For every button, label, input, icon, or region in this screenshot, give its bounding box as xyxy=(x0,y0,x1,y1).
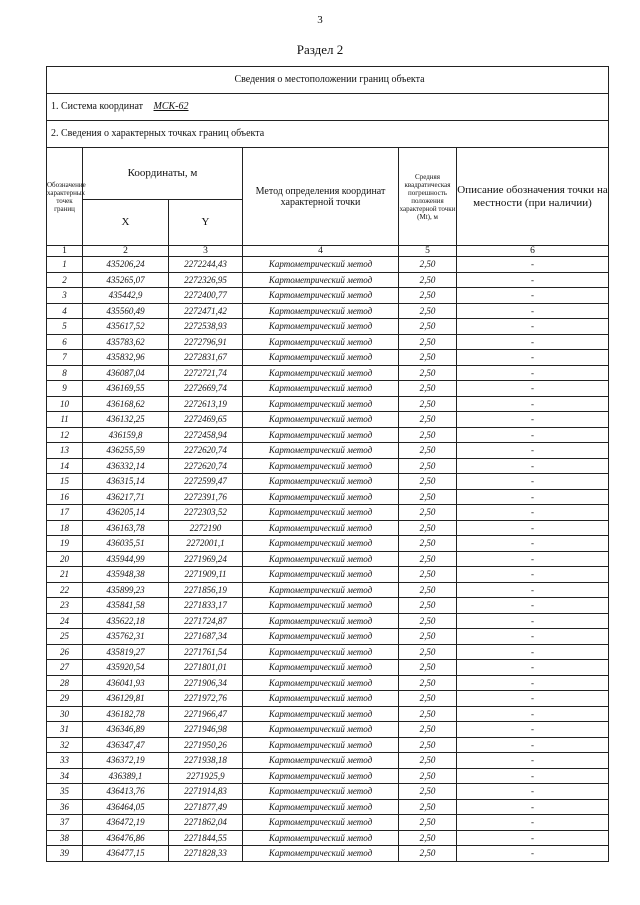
column-numbers-row xyxy=(47,246,609,257)
accuracy-cell: 2,50 xyxy=(399,474,457,490)
accuracy-cell: 2,50 xyxy=(399,753,457,769)
table-row xyxy=(47,381,609,397)
coord-y-cell: 2271914,83 xyxy=(169,784,243,800)
table-row xyxy=(47,815,609,831)
table-row xyxy=(47,319,609,335)
table-row xyxy=(47,737,609,753)
table-row xyxy=(47,691,609,707)
table-row xyxy=(47,536,609,552)
coord-x-cell: 436205,14 xyxy=(83,505,169,521)
point-number-cell: 37 xyxy=(47,815,83,831)
coord-y-cell: 2272620,74 xyxy=(169,443,243,459)
accuracy-cell: 2,50 xyxy=(399,396,457,412)
coord-x-cell: 435841,58 xyxy=(83,598,169,614)
table-row xyxy=(47,458,609,474)
coord-x-cell: 436389,1 xyxy=(83,768,169,784)
method-cell: Картометрический метод xyxy=(243,396,399,412)
table-row xyxy=(47,784,609,800)
accuracy-cell: 2,50 xyxy=(399,520,457,536)
method-cell: Картометрический метод xyxy=(243,319,399,335)
coord-y-cell: 2272001,1 xyxy=(169,536,243,552)
description-cell: - xyxy=(457,536,609,552)
description-cell: - xyxy=(457,272,609,288)
header-point-designation: Обозначение характерных точек границ xyxy=(47,148,83,246)
description-cell: - xyxy=(457,288,609,304)
method-cell: Картометрический метод xyxy=(243,737,399,753)
header-description: Описание обозначения точки на местности (при наличии) xyxy=(457,148,609,246)
method-cell: Картометрический метод xyxy=(243,551,399,567)
coord-y-cell: 2271801,01 xyxy=(169,660,243,676)
coord-y-cell: 2272538,93 xyxy=(169,319,243,335)
table-row xyxy=(47,722,609,738)
coord-x-cell: 436035,51 xyxy=(83,536,169,552)
point-number-cell: 24 xyxy=(47,613,83,629)
table-row xyxy=(47,303,609,319)
coord-x-cell: 435762,31 xyxy=(83,629,169,645)
method-cell: Картометрический метод xyxy=(243,768,399,784)
table-row xyxy=(47,582,609,598)
accuracy-cell: 2,50 xyxy=(399,737,457,753)
point-number-cell: 3 xyxy=(47,288,83,304)
method-cell: Картометрический метод xyxy=(243,629,399,645)
coord-x-cell: 435783,62 xyxy=(83,334,169,350)
point-number-cell: 29 xyxy=(47,691,83,707)
coord-system-label: 1. Система координат xyxy=(51,101,144,112)
table-row xyxy=(47,799,609,815)
point-number-cell: 17 xyxy=(47,505,83,521)
coord-y-cell: 2272613,19 xyxy=(169,396,243,412)
method-cell: Картометрический метод xyxy=(243,350,399,366)
description-cell: - xyxy=(457,381,609,397)
point-number-cell: 35 xyxy=(47,784,83,800)
table-row xyxy=(47,551,609,567)
method-cell: Картометрический метод xyxy=(243,536,399,552)
coord-x-cell: 435819,27 xyxy=(83,644,169,660)
method-cell: Картометрический метод xyxy=(243,381,399,397)
coord-y-cell: 2272244,43 xyxy=(169,257,243,273)
coord-y-cell: 2272400,77 xyxy=(169,288,243,304)
header-x: X xyxy=(83,200,169,246)
coord-x-cell: 436477,15 xyxy=(83,846,169,862)
table-row xyxy=(47,567,609,583)
point-number-cell: 23 xyxy=(47,598,83,614)
accuracy-cell: 2,50 xyxy=(399,319,457,335)
description-cell: - xyxy=(457,629,609,645)
method-cell: Картометрический метод xyxy=(243,722,399,738)
coord-y-cell: 2272471,42 xyxy=(169,303,243,319)
method-cell: Картометрический метод xyxy=(243,644,399,660)
coord-x-cell: 436163,78 xyxy=(83,520,169,536)
point-number-cell: 7 xyxy=(47,350,83,366)
description-cell: - xyxy=(457,722,609,738)
coord-x-cell: 435920,54 xyxy=(83,660,169,676)
coord-x-cell: 436472,19 xyxy=(83,815,169,831)
point-number-cell: 32 xyxy=(47,737,83,753)
header-method: Метод определения координат характерной точки xyxy=(243,148,399,246)
method-cell: Картометрический метод xyxy=(243,412,399,428)
description-cell: - xyxy=(457,567,609,583)
description-cell: - xyxy=(457,551,609,567)
description-cell: - xyxy=(457,520,609,536)
accuracy-cell: 2,50 xyxy=(399,706,457,722)
coord-y-cell: 2272721,74 xyxy=(169,365,243,381)
table-row xyxy=(47,846,609,862)
coord-y-cell: 2271969,24 xyxy=(169,551,243,567)
table-row xyxy=(47,598,609,614)
accuracy-cell: 2,50 xyxy=(399,768,457,784)
coord-y-cell: 2271972,76 xyxy=(169,691,243,707)
method-cell: Картометрический метод xyxy=(243,567,399,583)
method-cell: Картометрический метод xyxy=(243,598,399,614)
coord-y-cell: 2271938,18 xyxy=(169,753,243,769)
column-number: 6 xyxy=(457,246,609,257)
header-coordinates: Координаты, м xyxy=(83,148,243,200)
description-cell: - xyxy=(457,350,609,366)
accuracy-cell: 2,50 xyxy=(399,536,457,552)
point-number-cell: 21 xyxy=(47,567,83,583)
point-number-cell: 15 xyxy=(47,474,83,490)
table-row xyxy=(47,505,609,521)
coord-x-cell: 436346,89 xyxy=(83,722,169,738)
accuracy-cell: 2,50 xyxy=(399,458,457,474)
header-accuracy: Средняя квадратическая погрешность положения характерной точки (Mt), м xyxy=(399,148,457,246)
method-cell: Картометрический метод xyxy=(243,303,399,319)
point-number-cell: 38 xyxy=(47,830,83,846)
method-cell: Картометрический метод xyxy=(243,365,399,381)
method-cell: Картометрический метод xyxy=(243,334,399,350)
column-number: 1 xyxy=(47,246,83,257)
coord-y-cell: 2272620,74 xyxy=(169,458,243,474)
description-cell: - xyxy=(457,598,609,614)
accuracy-cell: 2,50 xyxy=(399,567,457,583)
accuracy-cell: 2,50 xyxy=(399,582,457,598)
accuracy-cell: 2,50 xyxy=(399,334,457,350)
coord-y-cell: 2271761,54 xyxy=(169,644,243,660)
description-cell: - xyxy=(457,443,609,459)
table-row xyxy=(47,706,609,722)
accuracy-cell: 2,50 xyxy=(399,551,457,567)
description-cell: - xyxy=(457,474,609,490)
accuracy-cell: 2,50 xyxy=(399,412,457,428)
point-number-cell: 22 xyxy=(47,582,83,598)
description-cell: - xyxy=(457,613,609,629)
column-number: 5 xyxy=(399,246,457,257)
accuracy-cell: 2,50 xyxy=(399,303,457,319)
method-cell: Картометрический метод xyxy=(243,505,399,521)
table-row xyxy=(47,753,609,769)
description-cell: - xyxy=(457,768,609,784)
coord-y-cell: 2272326,95 xyxy=(169,272,243,288)
coord-y-cell: 2271687,34 xyxy=(169,629,243,645)
table-row xyxy=(47,288,609,304)
description-cell: - xyxy=(457,427,609,443)
coord-x-cell: 436332,14 xyxy=(83,458,169,474)
accuracy-cell: 2,50 xyxy=(399,644,457,660)
table-row xyxy=(47,629,609,645)
description-cell: - xyxy=(457,334,609,350)
method-cell: Картометрический метод xyxy=(243,272,399,288)
column-number: 2 xyxy=(83,246,169,257)
coord-x-cell: 435948,38 xyxy=(83,567,169,583)
description-cell: - xyxy=(457,830,609,846)
coord-x-cell: 435206,24 xyxy=(83,257,169,273)
description-cell: - xyxy=(457,396,609,412)
coord-y-cell: 2271877,49 xyxy=(169,799,243,815)
coord-y-cell: 2271966,47 xyxy=(169,706,243,722)
method-cell: Картометрический метод xyxy=(243,520,399,536)
table-row xyxy=(47,443,609,459)
description-cell: - xyxy=(457,815,609,831)
coord-x-cell: 436217,71 xyxy=(83,489,169,505)
coord-system-row xyxy=(47,94,609,121)
accuracy-cell: 2,50 xyxy=(399,675,457,691)
header-y: Y xyxy=(169,200,243,246)
method-cell: Картометрический метод xyxy=(243,706,399,722)
coord-y-cell: 2272303,52 xyxy=(169,505,243,521)
method-cell: Картометрический метод xyxy=(243,660,399,676)
point-number-cell: 13 xyxy=(47,443,83,459)
coord-x-cell: 435899,23 xyxy=(83,582,169,598)
table-row xyxy=(47,350,609,366)
accuracy-cell: 2,50 xyxy=(399,288,457,304)
table-row xyxy=(47,365,609,381)
coord-y-cell: 2272599,47 xyxy=(169,474,243,490)
point-number-cell: 8 xyxy=(47,365,83,381)
point-number-cell: 19 xyxy=(47,536,83,552)
coord-y-cell: 2271950,26 xyxy=(169,737,243,753)
description-cell: - xyxy=(457,303,609,319)
method-cell: Картометрический метод xyxy=(243,489,399,505)
description-cell: - xyxy=(457,365,609,381)
coord-y-cell: 2272458,94 xyxy=(169,427,243,443)
coord-x-cell: 436087,04 xyxy=(83,365,169,381)
table-caption: Сведения о местоположении границ объекта xyxy=(47,67,609,94)
column-number: 3 xyxy=(169,246,243,257)
table-row xyxy=(47,644,609,660)
accuracy-cell: 2,50 xyxy=(399,443,457,459)
accuracy-cell: 2,50 xyxy=(399,830,457,846)
coord-y-cell: 2271856,19 xyxy=(169,582,243,598)
point-number-cell: 20 xyxy=(47,551,83,567)
table-row xyxy=(47,272,609,288)
coord-x-cell: 436413,76 xyxy=(83,784,169,800)
accuracy-cell: 2,50 xyxy=(399,660,457,676)
method-cell: Картометрический метод xyxy=(243,582,399,598)
description-cell: - xyxy=(457,706,609,722)
accuracy-cell: 2,50 xyxy=(399,350,457,366)
accuracy-cell: 2,50 xyxy=(399,381,457,397)
coord-x-cell: 435944,99 xyxy=(83,551,169,567)
table-row xyxy=(47,427,609,443)
description-cell: - xyxy=(457,784,609,800)
description-cell: - xyxy=(457,753,609,769)
accuracy-cell: 2,50 xyxy=(399,427,457,443)
description-cell: - xyxy=(457,799,609,815)
method-cell: Картометрический метод xyxy=(243,613,399,629)
coord-x-cell: 436315,14 xyxy=(83,474,169,490)
coord-y-cell: 2272831,67 xyxy=(169,350,243,366)
accuracy-cell: 2,50 xyxy=(399,365,457,381)
point-number-cell: 18 xyxy=(47,520,83,536)
boundary-points-table xyxy=(46,66,609,862)
point-number-cell: 16 xyxy=(47,489,83,505)
coord-x-cell: 436129,81 xyxy=(83,691,169,707)
table-row xyxy=(47,396,609,412)
table-row xyxy=(47,489,609,505)
accuracy-cell: 2,50 xyxy=(399,505,457,521)
method-cell: Картометрический метод xyxy=(243,443,399,459)
method-cell: Картометрический метод xyxy=(243,691,399,707)
point-number-cell: 25 xyxy=(47,629,83,645)
description-cell: - xyxy=(457,319,609,335)
point-number-cell: 10 xyxy=(47,396,83,412)
description-cell: - xyxy=(457,675,609,691)
description-cell: - xyxy=(457,505,609,521)
coord-x-cell: 436464,05 xyxy=(83,799,169,815)
point-number-cell: 34 xyxy=(47,768,83,784)
description-cell: - xyxy=(457,644,609,660)
point-number-cell: 33 xyxy=(47,753,83,769)
method-cell: Картометрический метод xyxy=(243,830,399,846)
coord-x-cell: 436132,25 xyxy=(83,412,169,428)
coord-y-cell: 2271828,33 xyxy=(169,846,243,862)
coord-x-cell: 436041,93 xyxy=(83,675,169,691)
point-number-cell: 39 xyxy=(47,846,83,862)
coord-y-cell: 2271925,9 xyxy=(169,768,243,784)
table-row xyxy=(47,474,609,490)
coord-x-cell: 436476,86 xyxy=(83,830,169,846)
table-row xyxy=(47,830,609,846)
accuracy-cell: 2,50 xyxy=(399,489,457,505)
method-cell: Картометрический метод xyxy=(243,458,399,474)
point-number-cell: 6 xyxy=(47,334,83,350)
point-number-cell: 28 xyxy=(47,675,83,691)
coord-y-cell: 2272391,76 xyxy=(169,489,243,505)
coord-system-value: МСК-62 xyxy=(153,101,189,112)
point-number-cell: 31 xyxy=(47,722,83,738)
points-heading: 2. Сведения о характерных точках границ объекта xyxy=(47,121,609,148)
point-number-cell: 36 xyxy=(47,799,83,815)
table-row xyxy=(47,660,609,676)
point-number-cell: 5 xyxy=(47,319,83,335)
accuracy-cell: 2,50 xyxy=(399,613,457,629)
table-row xyxy=(47,675,609,691)
method-cell: Картометрический метод xyxy=(243,474,399,490)
coord-x-cell: 436168,62 xyxy=(83,396,169,412)
coord-x-cell: 435560,49 xyxy=(83,303,169,319)
description-cell: - xyxy=(457,660,609,676)
coord-x-cell: 435442,9 xyxy=(83,288,169,304)
table-row xyxy=(47,613,609,629)
description-cell: - xyxy=(457,737,609,753)
point-number-cell: 26 xyxy=(47,644,83,660)
method-cell: Картометрический метод xyxy=(243,784,399,800)
description-cell: - xyxy=(457,412,609,428)
method-cell: Картометрический метод xyxy=(243,815,399,831)
description-cell: - xyxy=(457,846,609,862)
table-row xyxy=(47,334,609,350)
column-number: 4 xyxy=(243,246,399,257)
point-number-cell: 9 xyxy=(47,381,83,397)
coord-x-cell: 436169,55 xyxy=(83,381,169,397)
coord-y-cell: 2271724,87 xyxy=(169,613,243,629)
accuracy-cell: 2,50 xyxy=(399,257,457,273)
point-number-cell: 11 xyxy=(47,412,83,428)
accuracy-cell: 2,50 xyxy=(399,272,457,288)
coord-x-cell: 435832,96 xyxy=(83,350,169,366)
table-row xyxy=(47,257,609,273)
method-cell: Картометрический метод xyxy=(243,799,399,815)
coord-y-cell: 2271833,17 xyxy=(169,598,243,614)
coord-x-cell: 435617,52 xyxy=(83,319,169,335)
coord-x-cell: 435265,07 xyxy=(83,272,169,288)
coord-y-cell: 2271906,34 xyxy=(169,675,243,691)
accuracy-cell: 2,50 xyxy=(399,815,457,831)
method-cell: Картометрический метод xyxy=(243,675,399,691)
point-number-cell: 4 xyxy=(47,303,83,319)
coord-x-cell: 435622,18 xyxy=(83,613,169,629)
accuracy-cell: 2,50 xyxy=(399,846,457,862)
point-number-cell: 30 xyxy=(47,706,83,722)
description-cell: - xyxy=(457,691,609,707)
accuracy-cell: 2,50 xyxy=(399,691,457,707)
accuracy-cell: 2,50 xyxy=(399,784,457,800)
method-cell: Картометрический метод xyxy=(243,753,399,769)
point-number-cell: 14 xyxy=(47,458,83,474)
coord-y-cell: 2272190 xyxy=(169,520,243,536)
point-number-cell: 2 xyxy=(47,272,83,288)
table-row xyxy=(47,412,609,428)
section-title: Раздел 2 xyxy=(296,42,344,57)
point-number-cell: 12 xyxy=(47,427,83,443)
method-cell: Картометрический метод xyxy=(243,257,399,273)
coord-x-cell: 436182,78 xyxy=(83,706,169,722)
description-cell: - xyxy=(457,257,609,273)
coord-y-cell: 2271909,11 xyxy=(169,567,243,583)
coord-x-cell: 436372,19 xyxy=(83,753,169,769)
coord-x-cell: 436255,59 xyxy=(83,443,169,459)
description-cell: - xyxy=(457,489,609,505)
coord-x-cell: 436347,47 xyxy=(83,737,169,753)
coord-y-cell: 2272469,65 xyxy=(169,412,243,428)
accuracy-cell: 2,50 xyxy=(399,598,457,614)
point-number-cell: 1 xyxy=(47,257,83,273)
coord-y-cell: 2272796,91 xyxy=(169,334,243,350)
accuracy-cell: 2,50 xyxy=(399,799,457,815)
accuracy-cell: 2,50 xyxy=(399,629,457,645)
coord-y-cell: 2271862,04 xyxy=(169,815,243,831)
method-cell: Картометрический метод xyxy=(243,288,399,304)
coord-y-cell: 2271946,98 xyxy=(169,722,243,738)
table-row xyxy=(47,768,609,784)
coord-y-cell: 2272669,74 xyxy=(169,381,243,397)
description-cell: - xyxy=(457,458,609,474)
page-number: 3 xyxy=(317,14,323,26)
method-cell: Картометрический метод xyxy=(243,427,399,443)
coord-x-cell: 436159,8 xyxy=(83,427,169,443)
table-row xyxy=(47,520,609,536)
coord-y-cell: 2271844,55 xyxy=(169,830,243,846)
description-cell: - xyxy=(457,582,609,598)
accuracy-cell: 2,50 xyxy=(399,722,457,738)
method-cell: Картометрический метод xyxy=(243,846,399,862)
point-number-cell: 27 xyxy=(47,660,83,676)
